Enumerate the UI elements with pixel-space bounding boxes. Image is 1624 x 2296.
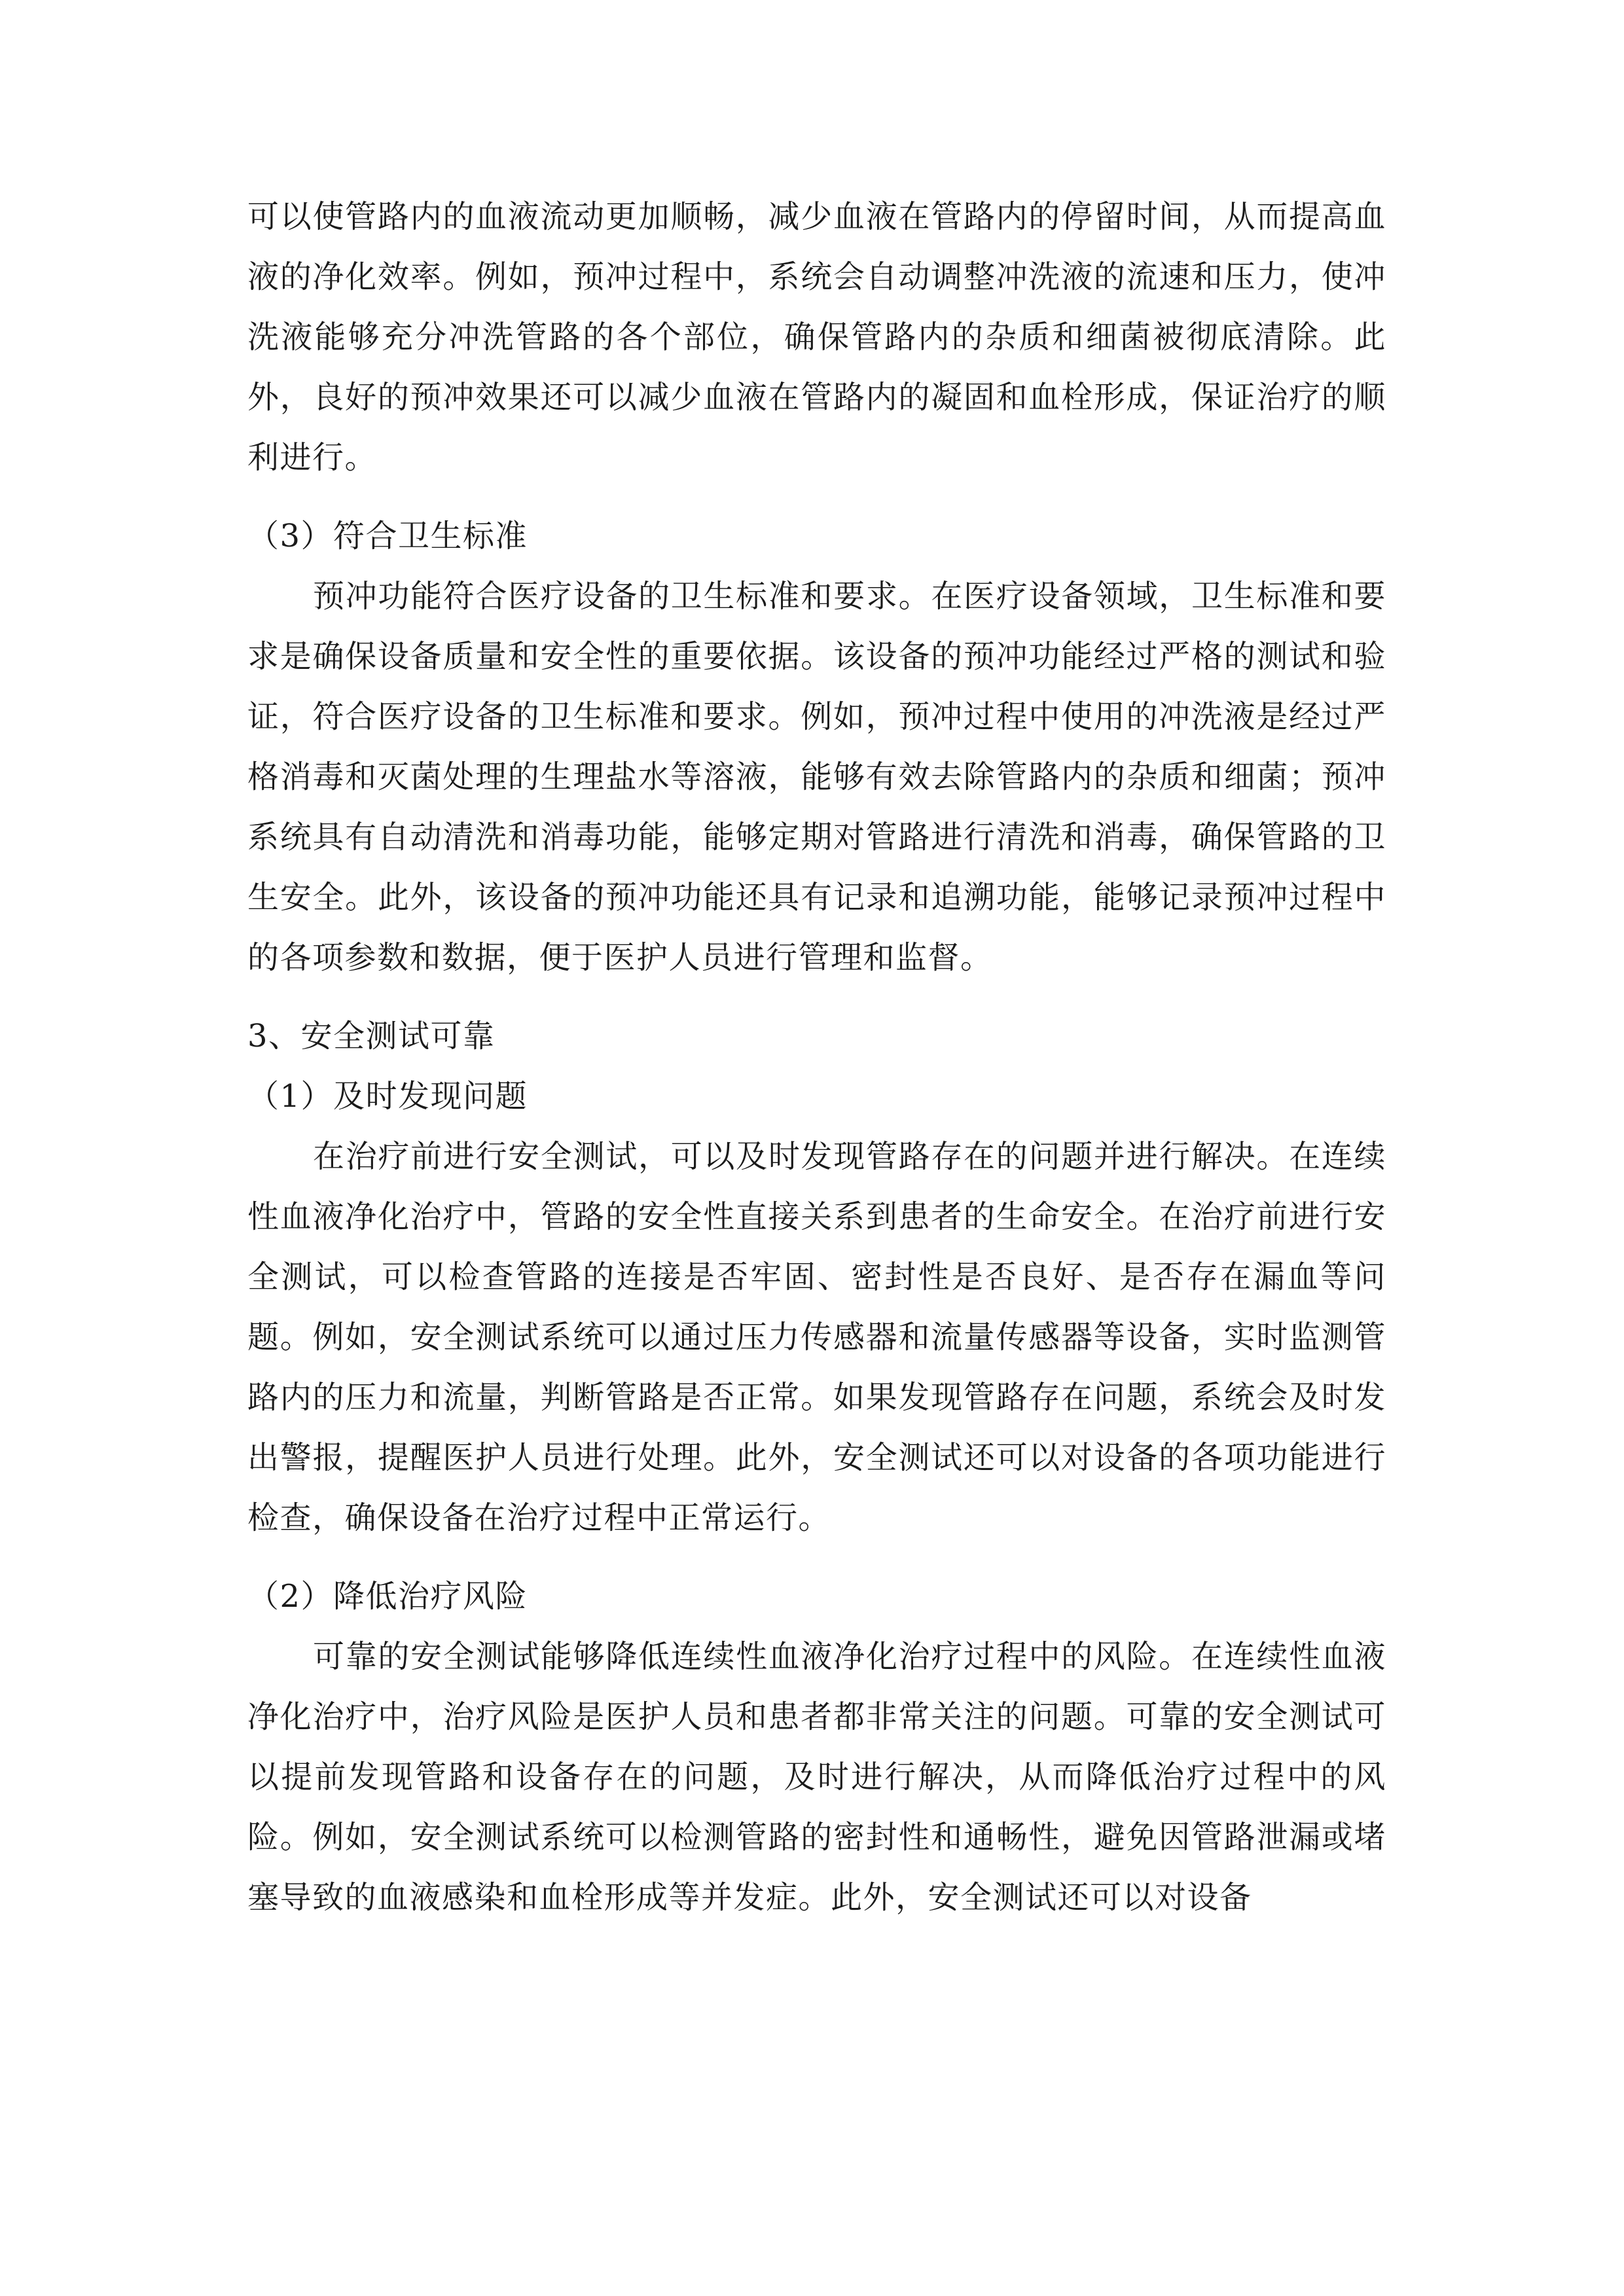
- subheading-reduce-risk: （2）降低治疗风险: [247, 1578, 528, 1615]
- paragraph-hygiene-standard: 预冲功能符合医疗设备的卫生标准和要求。在医疗设备领域，卫生标准和要求是确保设备质量和安全性的重要依据。该设备的预冲功能经过严格的测试和验证，符合医疗设备的卫生标准和要求。例如，预冲过程中使用的冲洗液是经过严格消毒和灭菌处理的生理盐水等溶液，能够有效去除管路内的杂质和细菌；预冲系统具有自动清洗和消毒功能，能够定期对管路进行清洗和消毒，确保管路的卫生安全。此外，该设备的预冲功能还具有记录和追溯功能，能够记录预冲过程中的各项参数和数据，便于医护人员进行管理和监督。: [247, 578, 1386, 976]
- subheading-hygiene-standard: （3）符合卫生标准: [247, 518, 528, 554]
- document-body: [247, 187, 1386, 1928]
- paragraph-intro: 可以使管路内的血液流动更加顺畅，减少血液在管路内的停留时间，从而提高血液的净化效率。例如，预冲过程中，系统会自动调整冲洗液的流速和压力，使冲洗液能够充分冲洗管路的各个部位，确保管路内的杂质和细菌被彻底清除。此外，良好的预冲效果还可以减少血液在管路内的凝固和血栓形成，保证治疗的顺利进行。: [247, 198, 1386, 476]
- subheading-find-problems: （1）及时发现问题: [247, 1078, 528, 1115]
- paragraph-find-problems: 在治疗前进行安全测试，可以及时发现管路存在的问题并进行解决。在连续性血液净化治疗中，管路的安全性直接关系到患者的生命安全。在治疗前进行安全测试，可以检查管路的连接是否牢固、密封性是否良好、是否存在漏血等问题。例如，安全测试系统可以通过压力传感器和流量传感器等设备，实时监测管路内的压力和流量，判断管路是否正常。如果发现管路存在问题，系统会及时发出警报，提醒医护人员进行处理。此外，安全测试还可以对设备的各项功能进行检查，确保设备在治疗过程中正常运行。: [247, 1138, 1386, 1536]
- section-heading-safety-test: 3、安全测试可靠: [247, 1018, 496, 1054]
- paragraph-reduce-risk: 可靠的安全测试能够降低连续性血液净化治疗过程中的风险。在连续性血液净化治疗中，治疗风险是医护人员和患者都非常关注的问题。可靠的安全测试可以提前发现管路和设备存在的问题，及时进行解决，从而降低治疗过程中的风险。例如，安全测试系统可以检测管路的密封性和通畅性，避免因管路泄漏或堵塞导致的血液感染和血栓形成等并发症。此外，安全测试还可以对设备: [247, 1638, 1386, 1916]
